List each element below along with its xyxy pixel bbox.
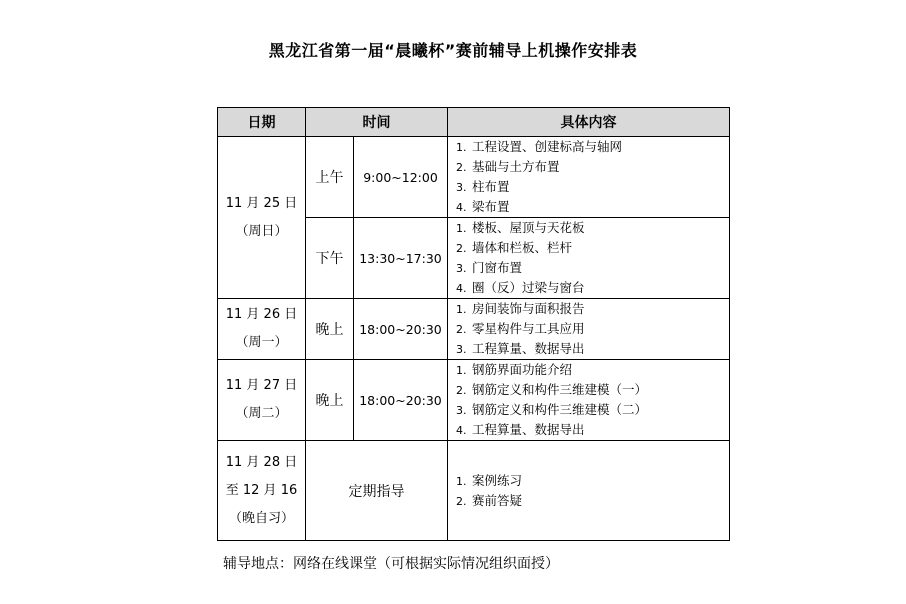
list-item: 4. 工程算量、数据导出: [456, 422, 585, 437]
list-item: 1. 案例练习: [456, 472, 523, 488]
date-cell: 11 月 28 日 至 12 月 16 （晚自习）: [218, 441, 306, 541]
hours-cell: 13:30~17:30: [354, 218, 448, 299]
list-item: 2. 零星构件与工具应用: [456, 321, 585, 336]
list-item: 1. 房间装饰与面积报告: [456, 301, 585, 316]
list-item: 1. 钢筋界面功能介绍: [456, 362, 573, 377]
list-item: 2. 墙体和栏板、栏杆: [456, 240, 573, 255]
content-cell: [448, 299, 730, 360]
hours-cell: 9:00~12:00: [354, 137, 448, 218]
table-row: [218, 360, 730, 441]
slot-cell: 下午: [306, 218, 354, 299]
header-content: 具体内容: [448, 108, 730, 137]
slot-cell: 晚上: [306, 360, 354, 441]
time-cell: 定期指导: [306, 441, 448, 541]
list-item: 3. 门窗布置: [456, 260, 523, 275]
list-item: 3. 工程算量、数据导出: [456, 341, 585, 356]
content-cell: [448, 137, 730, 218]
list-item: 3. 钢筋定义和构件三维建模（二）: [456, 402, 648, 417]
hours-cell: 18:00~20:30: [354, 299, 448, 360]
table-header-row: [218, 108, 730, 137]
slot-cell: 上午: [306, 137, 354, 218]
content-cell: [448, 441, 730, 541]
page-title: 黑龙江省第一届“晨曦杯”赛前辅导上机操作安排表: [268, 41, 638, 60]
list-item: 2. 钢筋定义和构件三维建模（一）: [456, 382, 648, 397]
header-date: 日期: [218, 108, 306, 137]
header-time: 时间: [306, 108, 448, 137]
footer-note: 辅导地点：网络在线课堂（可根据实际情况组织面授）: [223, 556, 559, 572]
date-cell: 11 月 25 日 （周日）: [218, 137, 306, 299]
hours-cell: 18:00~20:30: [354, 360, 448, 441]
schedule-table: [217, 107, 730, 541]
slot-cell: 晚上: [306, 299, 354, 360]
list-item: 2. 赛前答疑: [456, 492, 523, 508]
date-cell: 11 月 27 日 （周二）: [218, 360, 306, 441]
list-item: 1. 楼板、屋顶与天花板: [456, 220, 585, 235]
content-cell: [448, 360, 730, 441]
content-cell: [448, 218, 730, 299]
list-item: 3. 柱布置: [456, 179, 510, 194]
date-cell: 11 月 26 日 （周一）: [218, 299, 306, 360]
list-item: 4. 圈（反）过梁与窗台: [456, 280, 585, 295]
list-item: 2. 基础与土方布置: [456, 159, 560, 174]
table-row: [218, 299, 730, 360]
list-item: 4. 梁布置: [456, 199, 510, 214]
table-row: [218, 137, 730, 218]
table-row: [218, 441, 730, 541]
list-item: 1. 工程设置、创建标高与轴网: [456, 139, 623, 154]
